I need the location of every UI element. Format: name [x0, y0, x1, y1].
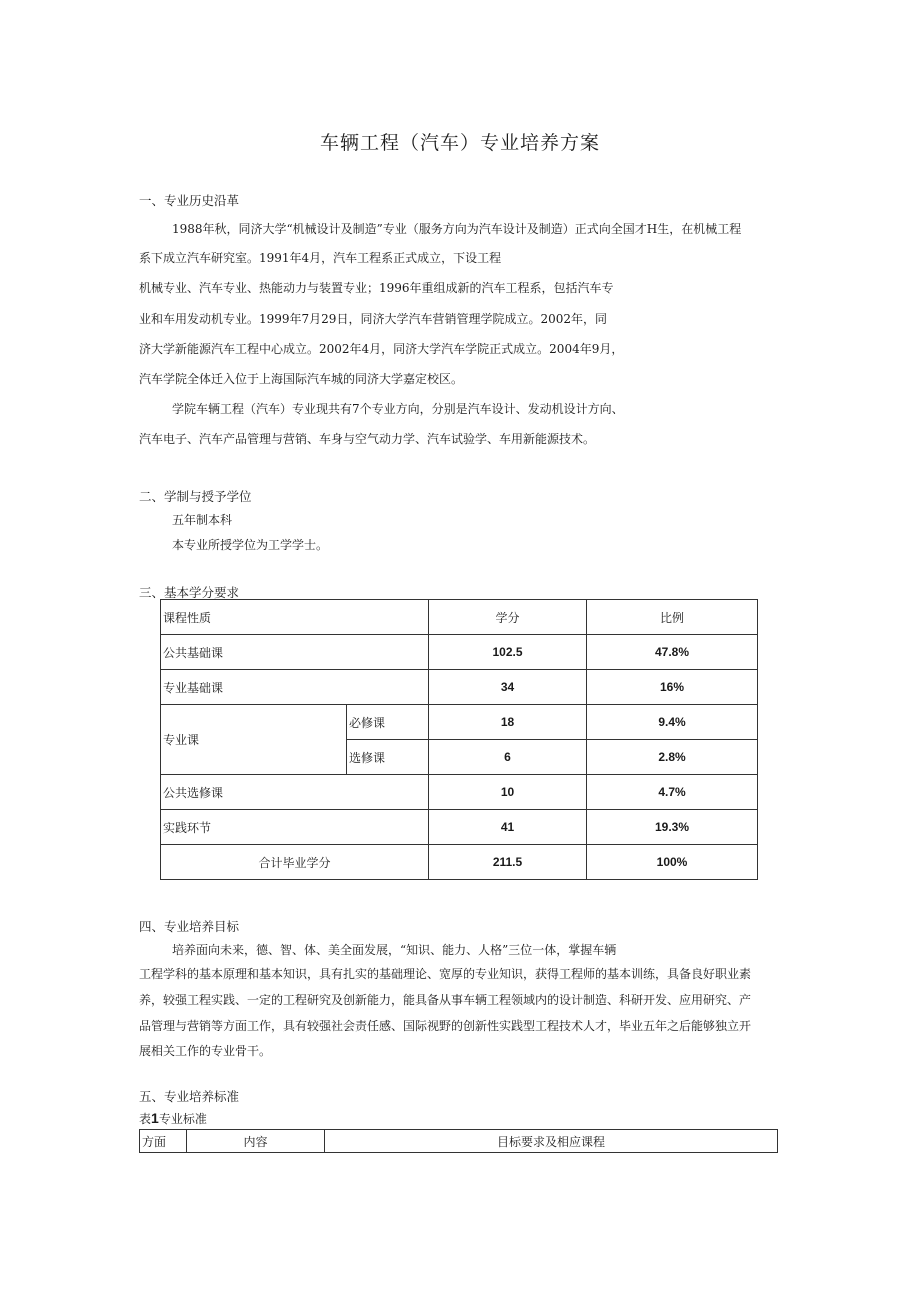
row-label: 合计毕业学分 — [161, 845, 429, 880]
row-ratio: 100% — [587, 845, 758, 880]
row-label: 公共选修课 — [161, 775, 429, 810]
page-title: 车辆工程（汽车）专业培养方案 — [319, 132, 600, 154]
header-ratio: 比例 — [587, 600, 758, 635]
row-ratio: 9.4% — [587, 705, 758, 740]
row-label: 公共基础课 — [161, 635, 429, 670]
professional-standards-table — [139, 1129, 778, 1153]
s1-line-3: 机械专业、汽车专业、热能动力与装置专业；1996年重组成新的汽车工程系，包括汽车专 — [139, 281, 614, 295]
header-content: 内容 — [187, 1130, 325, 1153]
caption-text: 专业标准 — [158, 1112, 207, 1126]
s2-line-2: 本专业所授学位为工学学士。 — [172, 538, 329, 552]
row-credit: 10 — [429, 775, 587, 810]
row-ratio: 16% — [587, 670, 758, 705]
section-5-heading: 五、专业培养标准 — [139, 1089, 240, 1104]
row-ratio: 4.7% — [587, 775, 758, 810]
row-ratio: 19.3% — [587, 810, 758, 845]
table-row — [161, 705, 758, 740]
s4-line-3: 养，较强工程实践、一定的工程研究及创新能力，能具备从事车辆工程领域内的设计制造、科研开发、应用研究、产 — [139, 993, 752, 1007]
s4-line-1: 培养面向未来，德、智、体、美全面发展，“知识、能力、人格”三位一体，掌握车辆 — [172, 943, 617, 957]
table-caption — [139, 1110, 207, 1127]
row-sublabel: 选修课 — [347, 740, 429, 775]
s1-line-6: 汽车学院全体迁入位于上海国际汽车城的同济大学嘉定校区。 — [139, 372, 464, 386]
row-credit: 34 — [429, 670, 587, 705]
s1-line-8: 汽车电子、汽车产品管理与营销、车身与空气动力学、汽车试验学、车用新能源技术。 — [139, 432, 596, 446]
s4-line-4: 品管理与营销等方面工作，具有较强社会责任感、国际视野的创新性实践型工程技术人才，毕业五年之后能够独立开 — [139, 1019, 752, 1033]
s1-line-7: 学院车辆工程（汽车）专业现共有7个专业方向，分别是汽车设计、发动机设计方向、 — [172, 402, 624, 416]
table-row — [161, 845, 758, 880]
header-target: 目标要求及相应课程 — [325, 1130, 778, 1153]
row-credit: 102.5 — [429, 635, 587, 670]
row-credit: 6 — [429, 740, 587, 775]
s1-line-2: 系下成立汽车研究室。1991年4月，汽车工程系正式成立，下设工程 — [139, 251, 502, 265]
row-label: 专业课 — [161, 705, 347, 775]
s2-line-1: 五年制本科 — [172, 513, 233, 527]
row-credit: 18 — [429, 705, 587, 740]
s4-line-5: 展相关工作的专业骨干。 — [139, 1044, 272, 1058]
caption-prefix: 表 — [139, 1112, 152, 1126]
table-row — [161, 635, 758, 670]
section-1-heading: 一、专业历史沿革 — [139, 193, 240, 208]
row-sublabel: 必修课 — [347, 705, 429, 740]
s1-line-1: 1988年秋，同济大学“机械设计及制造”专业（服务方向为汽车设计及制造）正式向全国才H生，在机械工程 — [172, 222, 742, 236]
row-credit: 211.5 — [429, 845, 587, 880]
header-credit: 学分 — [429, 600, 587, 635]
row-ratio: 2.8% — [587, 740, 758, 775]
s1-line-4: 业和车用发动机专业。1999年7月29日，同济大学汽车营销管理学院成立。2002年，同 — [139, 312, 607, 326]
row-credit: 41 — [429, 810, 587, 845]
row-label: 专业基础课 — [161, 670, 429, 705]
header-aspect: 方面 — [140, 1130, 187, 1153]
row-ratio: 47.8% — [587, 635, 758, 670]
table-row — [161, 810, 758, 845]
caption-number: 1 — [151, 1110, 159, 1126]
header-course-type: 课程性质 — [161, 600, 429, 635]
table-row — [161, 670, 758, 705]
section-3-heading: 三、基本学分要求 — [139, 585, 240, 600]
s1-line-5: 济大学新能源汽车工程中心成立。2002年4月，同济大学汽车学院正式成立。2004年9月， — [139, 342, 624, 356]
section-4-heading: 四、专业培养目标 — [139, 919, 240, 934]
row-label: 实践环节 — [161, 810, 429, 845]
section-2-heading: 二、学制与授予学位 — [139, 489, 252, 504]
s4-line-2: 工程学科的基本原理和基本知识，具有扎实的基础理论、宽厚的专业知识，获得工程师的基本训练，具备良好职业素 — [139, 967, 752, 981]
credit-requirements-table — [160, 599, 758, 880]
table-row — [161, 775, 758, 810]
table-row — [140, 1130, 778, 1153]
table-row — [161, 600, 758, 635]
